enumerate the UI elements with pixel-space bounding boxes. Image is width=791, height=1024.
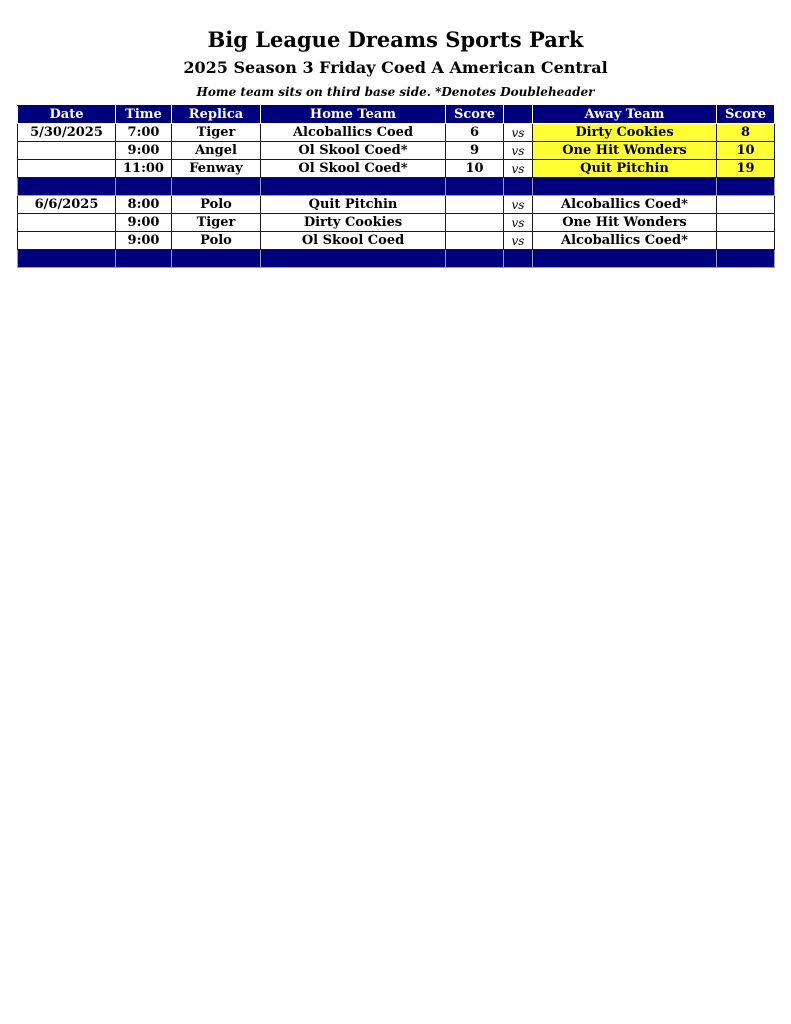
- game-field: Angel: [172, 142, 261, 160]
- vs-label: vs: [504, 196, 533, 214]
- vs-label: vs: [504, 142, 533, 160]
- home-team: Dirty Cookies: [261, 214, 446, 232]
- away-team: Dirty Cookies: [533, 124, 717, 142]
- column-header-time: Time: [116, 106, 172, 124]
- game-row: [18, 196, 775, 214]
- game-time: 7:00: [116, 124, 172, 142]
- away-score: 8: [717, 124, 775, 142]
- game-row: [18, 124, 775, 142]
- away-score: 10: [717, 142, 775, 160]
- vs-label: vs: [504, 124, 533, 142]
- game-field: Tiger: [172, 214, 261, 232]
- column-header-vs: [504, 106, 533, 124]
- game-time: 11:00: [116, 160, 172, 178]
- home-score: [446, 214, 504, 232]
- game-date: 5/30/2025: [18, 124, 116, 142]
- game-row: [18, 160, 775, 178]
- home-score: 9: [446, 142, 504, 160]
- page-title: Big League Dreams Sports Park: [207, 27, 584, 52]
- home-score: 6: [446, 124, 504, 142]
- game-row: [18, 214, 775, 232]
- column-header-row: [18, 106, 775, 124]
- game-field: Tiger: [172, 124, 261, 142]
- schedule-note: Home team sits on third base side. *Denotes Doubleheader: [196, 85, 595, 99]
- game-date: [18, 160, 116, 178]
- game-field: Polo: [172, 196, 261, 214]
- schedule-table: [17, 105, 775, 268]
- game-time: 8:00: [116, 196, 172, 214]
- game-date: 6/6/2025: [18, 196, 116, 214]
- game-date: [18, 142, 116, 160]
- schedule-subtitle: 2025 Season 3 Friday Coed A American Central: [183, 58, 608, 77]
- column-header-home-team: Home Team: [261, 106, 446, 124]
- away-team: Quit Pitchin: [533, 160, 717, 178]
- game-time: 9:00: [116, 214, 172, 232]
- home-team: Ol Skool Coed: [261, 232, 446, 250]
- game-field: Fenway: [172, 160, 261, 178]
- away-team: Alcoballics Coed*: [533, 232, 717, 250]
- column-header-away-score: Score: [717, 106, 775, 124]
- column-header-date: Date: [18, 106, 116, 124]
- vs-label: vs: [504, 160, 533, 178]
- game-row: [18, 232, 775, 250]
- column-header-away-team: Away Team: [533, 106, 717, 124]
- column-header-replica: Replica: [172, 106, 261, 124]
- vs-label: vs: [504, 214, 533, 232]
- away-team: One Hit Wonders: [533, 142, 717, 160]
- game-time: 9:00: [116, 232, 172, 250]
- away-score: [717, 214, 775, 232]
- game-time: 9:00: [116, 142, 172, 160]
- game-row: [18, 142, 775, 160]
- home-score: [446, 196, 504, 214]
- away-score: 19: [717, 160, 775, 178]
- home-score: [446, 232, 504, 250]
- column-header-home-score: Score: [446, 106, 504, 124]
- home-team: Ol Skool Coed*: [261, 160, 446, 178]
- away-score: [717, 196, 775, 214]
- away-score: [717, 232, 775, 250]
- game-date: [18, 214, 116, 232]
- game-date: [18, 232, 116, 250]
- home-team: Quit Pitchin: [261, 196, 446, 214]
- home-team: Ol Skool Coed*: [261, 142, 446, 160]
- game-field: Polo: [172, 232, 261, 250]
- home-team: Alcoballics Coed: [261, 124, 446, 142]
- away-team: One Hit Wonders: [533, 214, 717, 232]
- week-separator: [18, 178, 775, 196]
- home-score: 10: [446, 160, 504, 178]
- week-separator: [18, 250, 775, 268]
- vs-label: vs: [504, 232, 533, 250]
- away-team: Alcoballics Coed*: [533, 196, 717, 214]
